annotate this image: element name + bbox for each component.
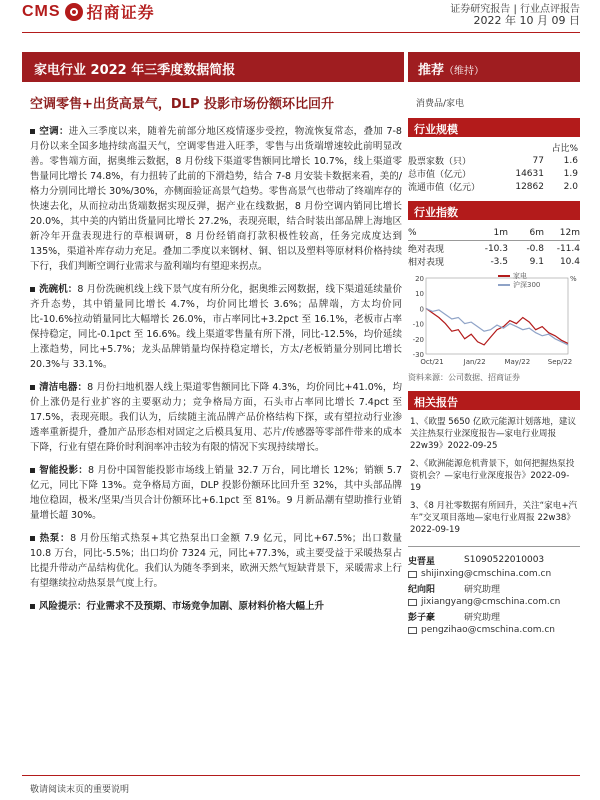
industry-size-table: [408, 141, 580, 193]
bullet-icon: [30, 468, 35, 473]
related-reports-header: 相关报告: [408, 391, 580, 410]
analyst-email[interactable]: jixiangyang@cmschina.com.cn: [421, 597, 561, 607]
analyst-name: 史晋星: [408, 556, 436, 567]
pct-header: 占比%: [551, 144, 578, 154]
bullet-icon: [30, 287, 35, 292]
x-tick-label: May/22: [504, 358, 531, 366]
paragraph-dishwasher: 洗碗机：8 月份洗碗机线上线下景气度有所分化，据奥维云网数据，线下渠道延续量价齐升态势，其中销量同比增长 4.7%，均价同比增长 3.6%；品牌端，方太均价同比-10.6%拉动销量同比大幅增长 26.0%，市占率同比+3.2pct 至 16.1%，老板市占率保持稳定，同比-0.1pct 至 16.6%。线上渠道零售量有所下滑，同比-12.5%，均价延续上涨趋势，同比+5.7%；龙头品牌销量均保持稳定增长，方太/老板销量分别同比增长 20.3%与 33.1%。: [30, 284, 402, 370]
company-logo: [22, 0, 155, 23]
industry-size-header: 行业规模: [408, 118, 580, 137]
paragraph-cleaning: 清洁电器：8 月份扫地机器人线上渠道零售额同比下降 4.3%，均价同比+41.0%，均价上涨仍是行业扩容的主要驱动力；竞争格局方面，石头市占率同比增长 7.4pct 至 17.5%，表现亮眼。我们认为，后续随主流品牌产品价格结构下探，或有望拉动行业渗透率重新提升，叠加产品形态相对固定之后模具复用、芯片/传感器等零部件带来的成本下降，行业有望在降价时利润率冲击较为有限的情况下实现持续增长。: [30, 382, 402, 453]
header-divider: [22, 32, 580, 33]
bullet-icon: [30, 129, 35, 134]
logo-text-cn: 招商证券: [86, 3, 155, 22]
main-content: [30, 124, 402, 614]
table-row: 股票家数（只） 77 1.6: [408, 155, 578, 167]
paragraph-ac: 空调：进入三季度以来，随着先前部分地区疫情逐步受控，物流恢复常态，叠加 7-8 月份以来全国多地持续高温天气，空调零售进入旺季，零售与出货端增速较此前明显改善。零售端方面，据奥维云数据，8 月份线下渠道零售额同比增长 10.7%，线上渠道零售量同比增长 74.8%，有力扭转了此前的下滑趋势，结合 7-8 月安装卡数据来看，美的/格力分别同比增长 30%/30%，亦侧面验证高景气趋势。零售高景气也带动了终端库存的快速去化，从而拉动出货端数据实现反弹，据产业在线数据，8 月份空调内销同比增长 20.0%，其中美的内销出货量同比增长 27.2%，表现亮眼，结合时装出部品牌上海地区新冷年开盘表现进行的草根调研，8 月份经销商打款积极性较高，任务完成度达到 135%，渠道补库存动力充足。叠加二季度以来钢材、铜、铝以及塑料等原材料价格持续下行，我们判断空调行业需求与盈利端均有望迎来拐点。: [30, 126, 402, 272]
mail-icon: [408, 627, 417, 634]
y-tick-label: -30: [412, 351, 424, 359]
rating-box: [408, 52, 580, 82]
footer-note: 敬请阅读末页的重要说明: [30, 785, 130, 795]
table-row: 相对表现 -3.5 9.1 10.4: [408, 256, 580, 268]
table-header-row: % 1m 6m 12m: [408, 227, 580, 238]
mail-icon: [408, 571, 417, 578]
chart-legend: [498, 272, 540, 290]
related-report-item[interactable]: 3、《8 月社零数据有所回升，关注“家电+汽车”交叉项目落地—家电行业周报 22w38》2022-09-19: [410, 501, 578, 535]
rating-note: （维持）: [444, 66, 485, 77]
analyst-code: S1090522010003: [464, 555, 545, 565]
y-tick-label: 0: [419, 305, 424, 314]
table-row: 绝对表现 -10.3 -0.8 -11.4: [408, 243, 580, 255]
report-date: 2022 年 10 月 09 日: [473, 14, 580, 27]
related-report-item[interactable]: 1、《欧盟 5650 亿欧元能源计划落地，建议关注热泵行业深度报告—家电行业周报 22w39》2022-09-25: [410, 417, 577, 451]
y-tick-label: 20: [415, 275, 424, 283]
y-unit-label: %: [570, 275, 577, 283]
mail-icon: [408, 599, 417, 606]
sidebar: [408, 118, 580, 637]
table-row: 流通市值（亿元） 12862 2.0: [408, 181, 578, 193]
index-chart: [408, 270, 580, 370]
header-meta: [450, 0, 580, 27]
y-tick-label: 10: [415, 290, 424, 299]
report-subtitle: 空调零售+出货高景气，DLP 投影市场份额环比回升: [30, 97, 335, 112]
chart-source: 资料来源：公司数据、招商证券: [408, 373, 520, 382]
doc-type: 证券研究报告 | 行业点评报告: [450, 4, 580, 15]
analyst-list: [408, 553, 580, 637]
analyst-email[interactable]: shijinxing@cmschina.com.cn: [421, 569, 552, 579]
analyst-name: 纪向阳: [408, 584, 436, 595]
footer-divider: [22, 775, 580, 776]
bullet-icon: [30, 385, 35, 390]
analyst-role: 研究助理: [464, 612, 501, 623]
logo-seal-icon: [65, 3, 83, 21]
rating: 推荐: [418, 63, 445, 78]
legend-series-0: 家电: [513, 272, 527, 280]
risk-warning: 风险提示：行业需求不及预期、市场竞争加剧、原材料价格大幅上升: [30, 599, 402, 614]
related-report-item[interactable]: 2、《欧洲能源危机背景下，如何把握热泵投资机会？—家电行业深度报告》2022-09-19: [410, 459, 575, 493]
x-tick-label: Jan/22: [463, 358, 486, 366]
sector-label: 消费品/家电: [416, 99, 465, 109]
logo-text-en: CMS: [22, 2, 61, 20]
x-tick-label: Sep/22: [547, 358, 573, 366]
y-tick-label: -10: [412, 320, 424, 329]
x-tick-label: Oct/21: [420, 358, 444, 366]
bullet-icon: [30, 536, 35, 541]
analyst-name: 彭子豪: [408, 612, 436, 623]
paragraph-projector: 智能投影：8 月份中国智能投影市场线上销量 32.7 万台，同比增长 12%；销额 5.7 亿元，同比下降 13%。竞争格局方面，DLP 投影份额环比回升至 32%，其中头部品牌地位稳固，极米/坚果/当贝合计份额环比+6.1pct 至 81%。9 月新品潮有望助推行业销量增长超 30%。: [30, 465, 402, 521]
series-line-0: [426, 308, 568, 345]
table-row: 总市值（亿元） 14631 1.9: [408, 168, 578, 180]
industry-index-table: [408, 226, 580, 268]
legend-series-1: 沪深300: [513, 281, 541, 289]
index-chart-svg: [408, 270, 580, 370]
paragraph-heatpump: 热泵：8 月份压缩式热泵+其它热泵出口金额 7.9 亿元，同比+67.5%；出口数量 10.8 万台，同比-5.5%；出口均价 7324 元，同比+77.3%，或主要受益于采暖热泵占比提升带动产品结构优化。我们认为随冬季到来，欧洲天然气短缺背景下，采暖需求上行有望继续拉动热泵景气度上行。: [30, 533, 402, 589]
bullet-icon: [30, 604, 35, 609]
industry-index-header: 行业指数: [408, 201, 580, 220]
report-title: 家电行业 2022 年三季度数据简报: [22, 52, 404, 82]
y-tick-label: -20: [412, 335, 424, 344]
analyst-email[interactable]: pengzihao@cmschina.com.cn: [421, 625, 555, 635]
analyst-role: 研究助理: [464, 584, 501, 595]
